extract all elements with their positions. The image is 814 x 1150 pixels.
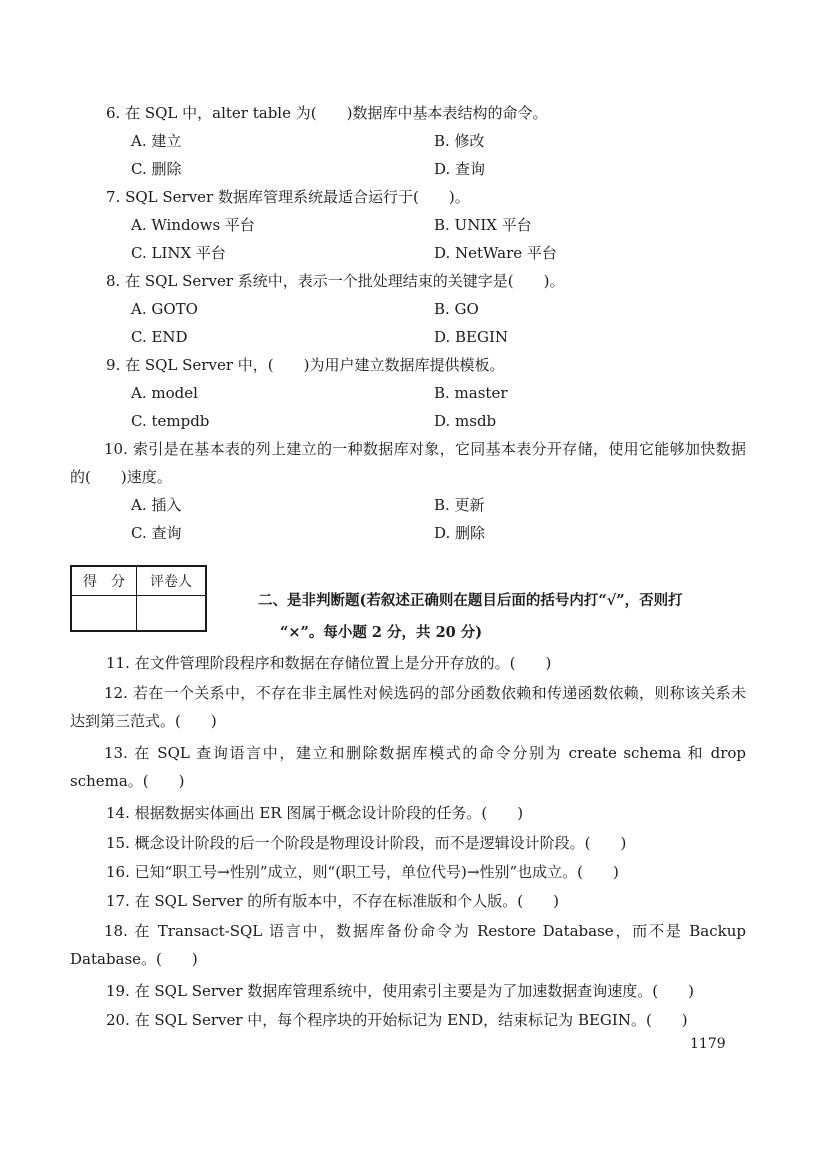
question-12: 12. 若在一个关系中，不存在非主属性对候选码的部分函数依赖和传递函数依赖，则称该关系未达到第三范式。( )	[70, 684, 746, 730]
question-14: 14. 根据数据实体画出 ER 图属于概念设计阶段的任务。( )	[106, 804, 524, 822]
question-15: 15. 概念设计阶段的后一个阶段是物理设计阶段，而不是逻辑设计阶段。( )	[106, 834, 627, 852]
question-10-option-c: C. 查询	[131, 524, 182, 542]
question-13: 13. 在 SQL 查询语言中，建立和删除数据库模式的命令分别为 create schema 和 drop schema。( )	[70, 744, 746, 790]
question-7-option-c: C. LINX 平台	[131, 244, 226, 262]
question-6-option-d: D. 查询	[434, 160, 486, 178]
question-11: 11. 在文件管理阶段程序和数据在存储位置上是分开存放的。( )	[106, 654, 552, 672]
section-2-heading-line1: 二、是非判断题(若叙述正确则在题目后面的括号内打“√”，否则打	[258, 592, 683, 609]
question-10-stem: 10. 索引是在基本表的列上建立的一种数据库对象，它同基本表分开存储，使用它能够加快数据的( )速度。	[70, 440, 746, 486]
question-6-option-b: B. 修改	[434, 132, 485, 150]
question-6-option-c: C. 删除	[131, 160, 182, 178]
question-8-option-c: C. END	[131, 328, 188, 346]
question-7-option-b: B. UNIX 平台	[434, 216, 532, 234]
question-8-stem: 8. 在 SQL Server 系统中，表示一个批处理结束的关键字是( )。	[106, 272, 565, 290]
score-table	[70, 565, 207, 632]
question-20: 20. 在 SQL Server 中，每个程序块的开始标记为 END，结束标记为 BEGIN。( )	[106, 1011, 688, 1029]
question-7-stem: 7. SQL Server 数据库管理系统最适合运行于( )。	[106, 188, 470, 206]
question-9-stem: 9. 在 SQL Server 中，( )为用户建立数据库提供模板。	[106, 356, 505, 374]
question-8-option-b: B. GO	[434, 300, 479, 318]
question-9-option-c: C. tempdb	[131, 412, 210, 430]
question-6-option-a: A. 建立	[131, 132, 182, 150]
question-9-option-d: D. msdb	[434, 412, 497, 430]
question-17: 17. 在 SQL Server 的所有版本中，不存在标准版和个人版。( )	[106, 892, 560, 910]
question-9-option-a: A. model	[131, 384, 198, 402]
grader-header: 评卷人	[137, 566, 207, 596]
question-10-option-d: D. 删除	[434, 524, 486, 542]
section-2-heading-line2: “×”。每小题 2 分，共 20 分)	[280, 624, 483, 641]
question-8-option-d: D. BEGIN	[434, 328, 509, 346]
question-16: 16. 已知“职工号→性别”成立，则“(职工号，单位代号)→性别”也成立。( )	[106, 863, 619, 881]
question-7-option-a: A. Windows 平台	[131, 216, 255, 234]
question-8-option-a: A. GOTO	[131, 300, 198, 318]
question-7-option-d: D. NetWare 平台	[434, 244, 557, 262]
question-19: 19. 在 SQL Server 数据库管理系统中，使用索引主要是为了加速数据查询速度。( )	[106, 982, 695, 1000]
grader-cell	[137, 596, 207, 632]
question-10-option-a: A. 插入	[131, 496, 182, 514]
question-18: 18. 在 Transact-SQL 语言中，数据库备份命令为 Restore Database，而不是 Backup Database。( )	[70, 922, 746, 968]
question-6-stem: 6. 在 SQL 中，alter table 为( )数据库中基本表结构的命令。	[106, 104, 548, 122]
page-number: 1179	[690, 1036, 726, 1052]
score-cell	[71, 596, 137, 632]
question-10-option-b: B. 更新	[434, 496, 485, 514]
question-9-option-b: B. master	[434, 384, 508, 402]
score-header: 得 分	[71, 566, 137, 596]
